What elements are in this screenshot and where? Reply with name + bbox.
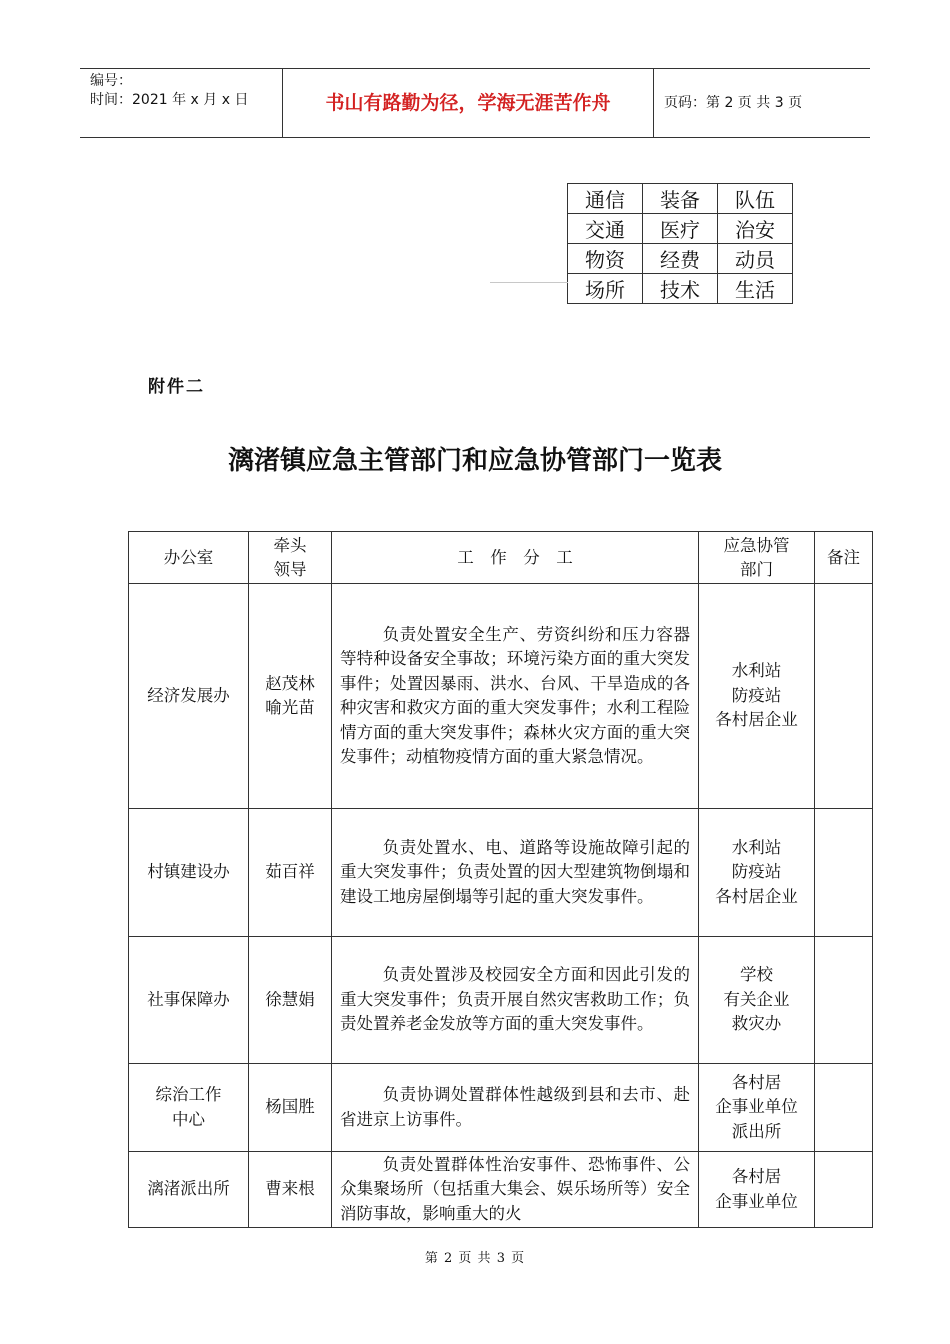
office-line: 经济发展办	[147, 685, 230, 705]
header-office-text: 办公室	[163, 547, 214, 567]
assist-cell	[699, 584, 815, 809]
assist-line: 防疫站	[731, 862, 782, 882]
header-work	[332, 532, 699, 584]
work-cell	[332, 1152, 699, 1228]
grid-cell: 医疗	[643, 214, 718, 244]
header-assist-line: 应急协管	[723, 535, 790, 555]
leader-line: 赵茂林	[265, 673, 315, 693]
grid-row	[568, 244, 793, 274]
header-remark	[815, 532, 873, 584]
leader-cell	[249, 1064, 332, 1152]
grid-row	[568, 214, 793, 244]
assist-line: 各村居	[731, 1167, 782, 1186]
table-row	[129, 937, 873, 1064]
work-cell	[332, 1064, 699, 1152]
remark-cell	[815, 1152, 873, 1228]
header-assist	[699, 532, 815, 584]
table-row	[129, 1152, 873, 1228]
assist-line: 水利站	[731, 661, 782, 681]
work-cell	[332, 584, 699, 809]
page-header	[80, 68, 870, 138]
assist-line: 企事业单位	[715, 1191, 798, 1211]
office-line: 漓渚派出所	[147, 1179, 230, 1199]
header-office	[129, 532, 249, 584]
leader-line: 茹百祥	[265, 862, 315, 882]
document-title: 漓渚镇应急主管部门和应急协管部门一览表	[227, 446, 722, 476]
remark-cell	[815, 937, 873, 1064]
grid-row	[568, 184, 793, 214]
leader-line: 喻光苗	[265, 698, 315, 717]
leader-cell	[249, 584, 332, 809]
work-text: 负责处置安全生产、劳资纠纷和压力容器等特种设备安全事故；环境污染方面的重大突发事件；处置因暴雨、洪水、台风、干旱造成的各种灾害和救灾方面的重大突发事件；水利工程险情方面的重大突发事件；森林火灾方面的重大突发事件；动植物疫情方面的重大紧急情况。	[340, 624, 690, 766]
assist-line: 有关企业	[723, 989, 790, 1009]
page-footer: 第 2 页 共 3 页	[424, 1251, 526, 1266]
category-grid	[567, 183, 793, 304]
assist-line: 派出所	[731, 1121, 782, 1141]
remark-cell	[815, 584, 873, 809]
work-text: 负责协调处置群体性越级到县和去市、赴省进京上访事件。	[340, 1085, 690, 1129]
table-header-row	[129, 532, 873, 584]
leader-line: 曹来根	[265, 1179, 315, 1199]
work-text: 负责处置涉及校园安全方面和因此引发的重大突发事件；负责开展自然灾害救助工作；负责处置养老金发放等方面的重大突发事件。	[340, 965, 690, 1034]
department-table	[128, 531, 873, 1228]
office-cell	[129, 809, 249, 937]
header-work-text: 工 作 分 工	[457, 547, 573, 567]
office-line: 中心	[172, 1109, 205, 1129]
grid-cell: 通信	[568, 184, 643, 214]
work-cell	[332, 937, 699, 1064]
assist-line: 防疫站	[731, 685, 782, 705]
work-text: 负责处置群体性治安事件、恐怖事件、公众集聚场所（包括重大集会、娱乐场所等）安全消防事故，影响重大的火	[340, 1154, 690, 1223]
remark-cell	[815, 809, 873, 937]
grid-cell: 经费	[643, 244, 718, 274]
office-cell	[129, 1064, 249, 1152]
assist-line: 救灾办	[731, 1014, 782, 1034]
header-remark-text: 备注	[827, 547, 860, 567]
remark-cell	[815, 1064, 873, 1152]
assist-line: 各村居企业	[715, 886, 798, 906]
header-leader-line: 领导	[273, 559, 307, 579]
assist-line: 学校	[740, 965, 773, 985]
assist-line: 水利站	[731, 837, 782, 857]
date-label: 时间：2021 年 x 月 x 日	[90, 92, 249, 108]
assist-line: 各村居	[731, 1072, 782, 1092]
leader-cell	[249, 1152, 332, 1228]
office-line: 社事保障办	[147, 989, 230, 1009]
header-page-number: 页码：第 2 页 共 3 页	[664, 95, 803, 111]
grid-row	[568, 274, 793, 304]
header-meta	[80, 69, 283, 137]
grid-cell: 技术	[643, 274, 718, 304]
office-cell	[129, 1152, 249, 1228]
grid-cell: 交通	[568, 214, 643, 244]
assist-cell	[699, 937, 815, 1064]
work-text: 负责处置水、电、道路等设施故障引起的重大突发事件；负责处置的因大型建筑物倒塌和建设工地房屋倒塌等引起的重大突发事件。	[340, 837, 690, 906]
attachment-label: 附件二	[148, 377, 205, 397]
leader-cell	[249, 809, 332, 937]
header-leader-line: 牵头	[273, 535, 307, 555]
number-label: 编号：	[90, 73, 132, 89]
work-cell	[332, 809, 699, 937]
assist-line: 企事业单位	[715, 1097, 798, 1117]
office-line: 村镇建设办	[147, 862, 230, 882]
header-assist-line: 部门	[740, 559, 773, 579]
grid-cell: 装备	[643, 184, 718, 214]
table-row	[129, 1064, 873, 1152]
office-cell	[129, 937, 249, 1064]
assist-cell	[699, 1064, 815, 1152]
header-motto: 书山有路勤为径，学海无涯苦作舟	[283, 69, 654, 137]
grid-cell: 队伍	[718, 184, 793, 214]
office-line: 综治工作	[155, 1085, 222, 1104]
assist-cell	[699, 1152, 815, 1228]
table-row	[129, 809, 873, 937]
assist-cell	[699, 809, 815, 937]
grid-cell: 生活	[718, 274, 793, 304]
grid-cell: 动员	[718, 244, 793, 274]
header-leader	[249, 532, 332, 584]
assist-line: 各村居企业	[715, 710, 798, 730]
leader-line: 杨国胜	[265, 1097, 315, 1117]
grid-cell: 治安	[718, 214, 793, 244]
faint-divider	[490, 282, 568, 283]
leader-cell	[249, 937, 332, 1064]
table-row	[129, 584, 873, 809]
office-cell	[129, 584, 249, 809]
leader-line: 徐慧娟	[265, 989, 315, 1009]
grid-cell: 场所	[568, 274, 643, 304]
grid-cell: 物资	[568, 244, 643, 274]
